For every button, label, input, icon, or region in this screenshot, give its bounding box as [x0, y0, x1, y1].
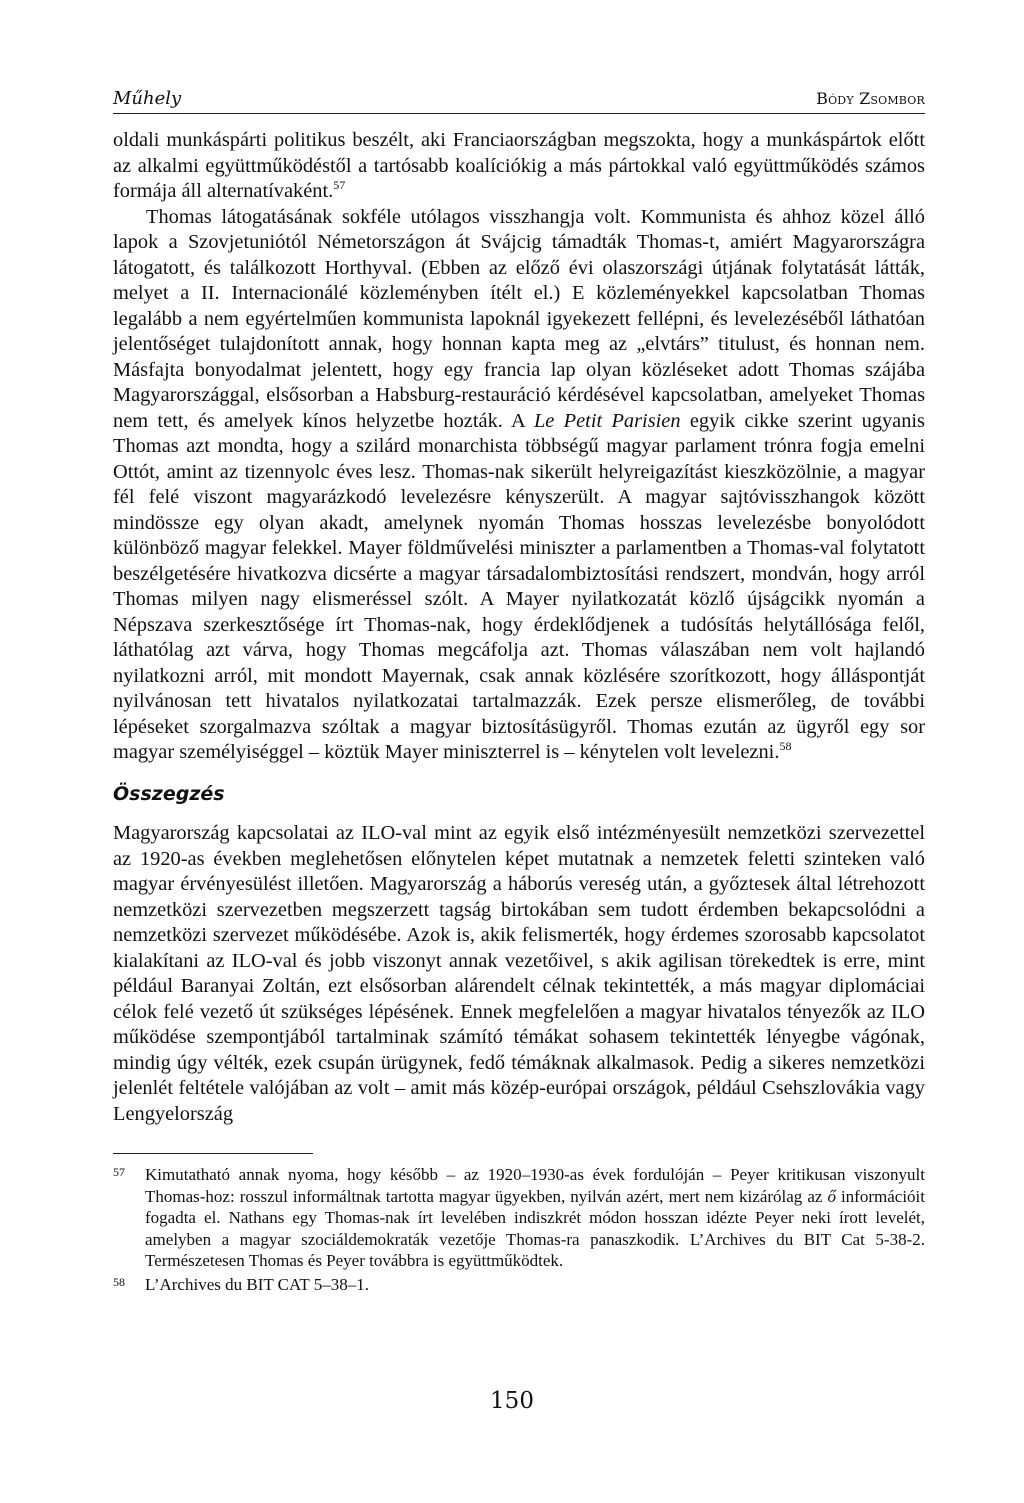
footnote-text-b: információit fogadta el. Nathans egy Thomas-nak írt levelében indiszkrét módon hosszan idézte Peyer neki írott levelét, amelyben a magyar szociáldemokraták vezetője Thomas-ra panaszkodik. L’Archives du BIT Cat 5-38-2. Természetesen Thomas és Peyer továbbra is együttműködtek. — [145, 1186, 925, 1270]
footnote-58 — [113, 1274, 925, 1296]
body-text — [113, 128, 925, 1127]
paragraph-reception — [113, 205, 925, 766]
running-head-section: Műhely — [113, 88, 182, 109]
paragraph-3-text: Magyarország kapcsolatai az ILO-val mint az egyik első intézményesült nemzetközi szervezettel az 1920-as években meglehetősen előnytelen képet mutatnak a nemzetek feletti szinteken való magyar érvényesülést illetően. Magyarország a háborús vereség után, a győztesek által létrehozott nemzetközi szervezetben megszerzett tagság birtokában sem tudott érdemben bekapcsolódni a nemzetközi szervezet működésébe. Azok is, akik felismerték, hogy érdemes szorosabb kapcsolatot kialakítani az ILO-val és jobb viszonyt annak vezetőivel, s akik agilisan törekedtek is erre, mint például Baranyai Zoltán, ezt elsősorban alárendelt célnak tekintették, a más magyar diplomáciai célok felé vezető út szükséges lépésének. Ennek megfelelően a magyar hivatalos tényezők az ILO működése szempontjából tartalminak számító témákat sohasem tekintették lényegbe vágónak, mindig úgy vélték, ezek csupán ürügynek, fedő témáknak alkalmasok. Pedig a sikeres nemzetközi jelenlét feltétele valójában az volt – amit más közép-európai országok, például Csehszlovákia vagy Lengyelország — [113, 822, 925, 1125]
page-number: 150 — [490, 1388, 534, 1414]
footnote-57 — [113, 1164, 925, 1272]
footnote-text — [145, 1164, 925, 1272]
running-head-author: Bódy Zsombor — [816, 89, 925, 108]
footnote-text-a: L’Archives du BIT CAT 5–38–1. — [145, 1274, 369, 1294]
footnote-number: 58 — [113, 1274, 125, 1289]
footnote-divider — [113, 1153, 313, 1154]
footnote-text — [145, 1274, 925, 1296]
newspaper-title: Le Petit Parisien — [533, 409, 681, 432]
paragraph-summary — [113, 821, 925, 1127]
footnotes — [113, 1164, 925, 1295]
section-heading: Összegzés — [113, 782, 225, 805]
paragraph-2-text-a: Thomas látogatásának sokféle utólagos visszhangja volt. Kommunista és ahhoz közel álló lapok a Szovjetuniótól Németországon át Svájcig támadták Thomas-t, amiért Magyarországra látogatott, és találkozott Horthyval. (Ebben az előző évi olaszországi útjának folytatását látták, melyet a II. Internacionálé közleményben ítélt el.) E közleményekkel kapcsolatban Thomas legalább a nem egyértelműen kommunista lapoknál igyekezett fellépni, és levelezéséből láthatóan jelentőséget tulajdonított annak, hogy honnan kapta meg az „elvtárs” titulust, és honnan nem. Másfajta bonyodalmat jelentett, hogy egy francia lap olyan közléseket adott Thomas szájába Magyarországgal, elsősorban a Habsburg-restauráció kérdésével kapcsolatban, amelyeket Thomas nem tett, és amelyek kínos helyzetbe hozták. A — [113, 205, 925, 432]
paragraph-1-text: oldali munkáspárti politikus beszélt, aki Franciaországban megszokta, hogy a munkáspártok előtt az alkalmi együttműködéstől a tartósabb koalíciókig a más pártokkal való együttműködés számos formája áll alternatívaként. — [113, 129, 925, 202]
paragraph-2-text-b: egyik cikke szerint ugyanis Thomas azt mondta, hogy a szilárd monarchista többségű magyar parlament trónra fogja emelni Ottót, amint az tizennyolc éves lesz. Thomas-nak sikerült helyreigazítást kieszközölnie, a magyar fél felé viszont magyarázkodó levelezésre kényszerült. A magyar sajtóvisszhangok között mindössze egy olyan akadt, amelynek nyomán Thomas hosszas levelezésbe bonyolódott különböző magyar felekkel. Mayer földművelési miniszter a parlamentben a Thomas-val folytatott beszélgetésére hivatkozva dicsérte a magyar társadalombiztosítási rendszert, mondván, hogy arról Thomas milyen nagy elismeréssel szólt. A Mayer nyilatkozatát közlő újságcikk nyomán a Népszava szerkesztősége írt Thomas-nak, hogy érdeklődjenek a tudósítás helytállósága felől, láthatólag azt várva, hogy Thomas megcáfolja azt. Thomas válaszában nem volt hajlandó nyilatkozni arról, mit mondott Mayernak, csak annak közlésére szorítkozott, hogy álláspontját nyilvánosan tett hivatalos nyilatkozatai tartalmazzák. Ezek persze elismerőleg, de további lépéseket szorgalmazva szóltak a magyar biztosításügyről. Thomas ezután az ügyről egy sor magyar személyiséggel – köztük Mayer miniszterrel is – kénytelen volt levelezni. — [113, 409, 925, 763]
footnote-ref-57: 57 — [333, 178, 346, 193]
footnote-number: 57 — [113, 1165, 125, 1179]
running-head — [113, 88, 925, 114]
footnote-italic: ő — [827, 1186, 836, 1206]
footnote-text-a: Kimutatható annak nyoma, hogy később – az 1920–1930-as évek fordulóján – Peyer kritikusan viszonyult Thomas-hoz: rosszul informáltnak tartotta magyar ügyekben, nyilván azért, mert nem kizárólag az — [145, 1165, 925, 1206]
footnote-ref-58: 58 — [779, 739, 792, 754]
page — [113, 88, 925, 1297]
paragraph-continued — [113, 128, 925, 205]
